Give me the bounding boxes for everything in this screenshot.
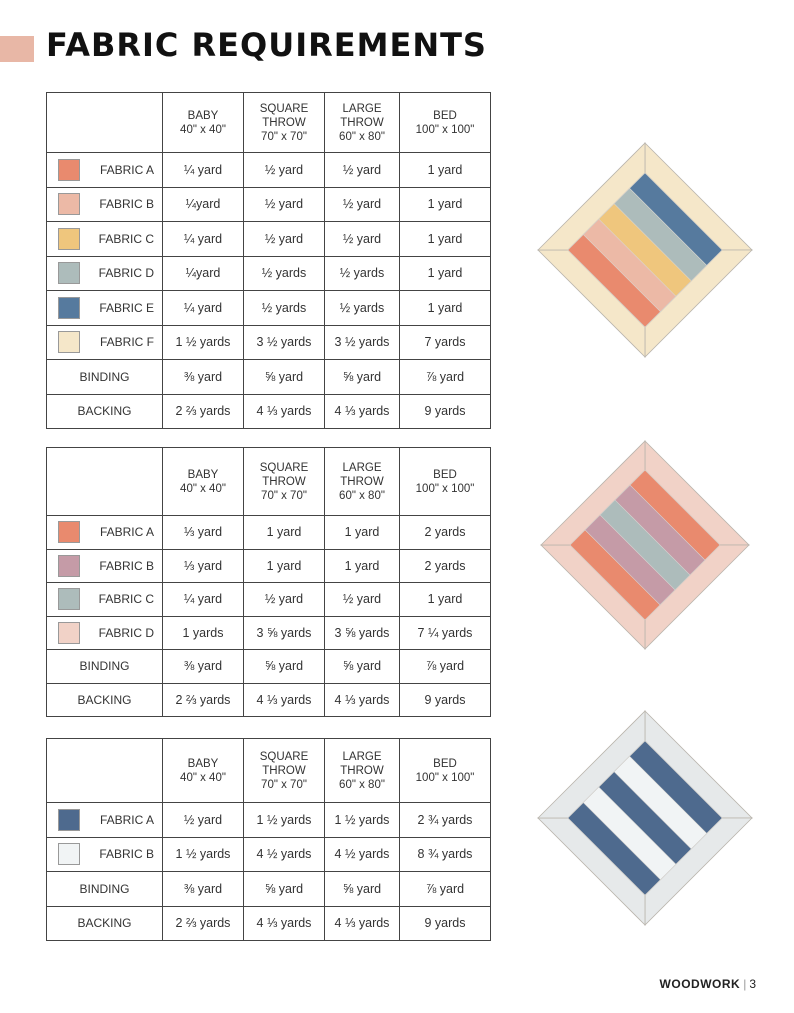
yardage-cell: ¼yard [163,187,244,222]
fabric-row [47,153,491,188]
yardage-cell: ½ yards [244,291,325,326]
yardage-cell: 4 ½ yards [244,837,325,872]
yardage-cell: ⅜ yard [163,872,244,907]
yardage-cell: 2 ⅔ yards [163,906,244,941]
fabric-row [47,549,491,583]
yardage-cell: ⅝ yard [325,872,400,907]
size-header [244,739,325,803]
fabric-label-cell [47,153,163,188]
size-header-line: 70" x 70" [261,778,307,791]
yardage-cell: 3 ⅝ yards [325,616,400,650]
yardage-cell: 4 ½ yards [325,837,400,872]
fabric-row [47,291,491,326]
fabric-label-cell [47,837,163,872]
corner-cell [47,448,163,516]
size-header [325,93,400,153]
size-header-line: BED [433,109,457,122]
yardage-cell: 1 yard [244,549,325,583]
fabric-name: FABRIC A [99,162,154,177]
yardage-cell: 3 ½ yards [244,325,325,360]
yardage-cell: ½ yard [325,583,400,617]
yardage-cell: ½ yards [244,256,325,291]
fabric-name: FABRIC C [98,592,154,607]
title-accent-bar [0,36,34,62]
size-header-line: 70" x 70" [261,489,307,502]
extra-label: BINDING [47,872,163,907]
fabric-name: FABRIC B [99,197,154,212]
fabric-table-1 [46,92,491,429]
size-header-line: 70" x 70" [261,130,307,143]
size-header-line: THROW [262,475,306,488]
size-header-line: BABY [187,757,219,770]
extra-row [47,906,491,941]
size-header-line: LARGE [342,102,382,115]
yardage-cell: 2 yards [400,549,491,583]
yardage-cell: 1 ½ yards [325,803,400,838]
extra-label: BACKING [47,683,163,717]
size-header-line: SQUARE [259,102,309,115]
fabric-label-cell [47,222,163,257]
size-header-line: 40" x 40" [180,123,226,136]
yardage-cell: ½ yards [325,291,400,326]
yardage-cell: 1 yard [325,516,400,550]
size-header-line: SQUARE [259,461,309,474]
yardage-cell: ⅓ yard [163,516,244,550]
fabric-swatch [58,262,80,284]
size-header-line: LARGE [342,750,382,763]
fabric-swatch [58,622,80,644]
yardage-cell: ⅓ yard [163,549,244,583]
yardage-cell: 4 ⅓ yards [325,906,400,941]
fabric-label-cell [47,187,163,222]
yardage-cell: 1 yard [400,256,491,291]
yardage-cell: ⅞ yard [400,650,491,684]
yardage-cell: 1 ½ yards [244,803,325,838]
corner-cell [47,93,163,153]
fabric-row [47,325,491,360]
size-header-line: 100" x 100" [415,771,475,784]
yardage-cell: 4 ⅓ yards [244,683,325,717]
yardage-cell: 1 yard [400,222,491,257]
size-header [163,448,244,516]
header-row [47,448,491,516]
yardage-cell: ¼ yard [163,291,244,326]
size-header-line: THROW [340,764,384,777]
fabric-name: FABRIC F [99,335,154,350]
fabric-swatch [58,228,80,250]
fabric-name: FABRIC A [99,812,154,827]
size-header-line: BABY [187,468,219,481]
fabric-name: FABRIC D [98,266,154,281]
yardage-cell: ⅝ yard [325,360,400,395]
yardage-cell: 9 yards [400,394,491,429]
yardage-cell: ½ yard [244,153,325,188]
yardage-cell: 2 yards [400,516,491,550]
size-header-line: 40" x 40" [180,482,226,495]
yardage-cell: 1 yard [400,291,491,326]
yardage-cell: 1 yard [400,583,491,617]
size-header-line: 100" x 100" [415,123,475,136]
yardage-cell: ½ yard [163,803,244,838]
extra-row [47,872,491,907]
yardage-cell: 8 ¾ yards [400,837,491,872]
extra-row [47,683,491,717]
yardage-cell: 7 ¼ yards [400,616,491,650]
yardage-cell: ¼ yard [163,583,244,617]
fabric-row [47,256,491,291]
fabric-swatch [58,555,80,577]
fabric-swatch [58,588,80,610]
fabric-name: FABRIC C [98,231,154,246]
fabric-name: FABRIC D [98,625,154,640]
fabric-row [47,583,491,617]
yardage-cell: 1 ½ yards [163,325,244,360]
yardage-cell: 1 yard [400,153,491,188]
fabric-name: FABRIC B [99,558,154,573]
fabric-label-cell [47,516,163,550]
size-header-line: 60" x 80" [339,489,385,502]
yardage-cell: 9 yards [400,683,491,717]
yardage-cell: 2 ⅔ yards [163,683,244,717]
footer-separator: | [743,977,747,991]
yardage-cell: 3 ½ yards [325,325,400,360]
yardage-cell: 3 ⅝ yards [244,616,325,650]
yardage-cell: ½ yard [325,153,400,188]
fabric-swatch [58,331,80,353]
corner-cell [47,739,163,803]
fabric-row [47,803,491,838]
quilt-diagram-1 [536,141,754,359]
size-header-line: 100" x 100" [415,482,475,495]
yardage-cell: ⅝ yard [244,360,325,395]
yardage-cell: ½ yard [244,187,325,222]
size-header-line: THROW [262,116,306,129]
size-header [163,93,244,153]
size-header-line: THROW [340,475,384,488]
fabric-row [47,222,491,257]
fabric-swatch [58,843,80,865]
size-header [244,93,325,153]
fabric-swatch [58,159,80,181]
yardage-cell: 1 yard [325,549,400,583]
yardage-cell: 4 ⅓ yards [325,394,400,429]
size-header [163,739,244,803]
size-header [325,448,400,516]
extra-label: BACKING [47,394,163,429]
extra-label: BINDING [47,650,163,684]
fabric-swatch [58,193,80,215]
size-header-line: 60" x 80" [339,130,385,143]
size-header-line: BABY [187,109,219,122]
yardage-cell: ⅜ yard [163,360,244,395]
fabric-swatch [58,297,80,319]
fabric-swatch [58,521,80,543]
page-title: FABRIC REQUIREMENTS [46,26,487,64]
fabric-row [47,187,491,222]
yardage-cell: ½ yard [244,583,325,617]
size-header [400,739,491,803]
yardage-cell: ⅝ yard [244,872,325,907]
size-header-line: BED [433,757,457,770]
quilt-diagram-3 [536,709,754,927]
yardage-cell: ¼yard [163,256,244,291]
yardage-cell: 4 ⅓ yards [325,683,400,717]
yardage-cell: ½ yard [325,222,400,257]
extra-row [47,360,491,395]
yardage-cell: 2 ⅔ yards [163,394,244,429]
yardage-cell: ⅝ yard [244,650,325,684]
header-row [47,93,491,153]
yardage-cell: 7 yards [400,325,491,360]
size-header [325,739,400,803]
yardage-cell: ¼ yard [163,153,244,188]
quilt-diagram-2 [539,439,751,651]
size-header-line: THROW [262,764,306,777]
yardage-cell: ½ yard [244,222,325,257]
yardage-cell: ⅜ yard [163,650,244,684]
yardage-cell: ⅝ yard [325,650,400,684]
yardage-cell: 1 yard [244,516,325,550]
fabric-label-cell [47,549,163,583]
yardage-cell: ½ yards [325,256,400,291]
extra-row [47,650,491,684]
page-number: 3 [749,977,756,991]
size-header-line: THROW [340,116,384,129]
size-header-line: SQUARE [259,750,309,763]
fabric-label-cell [47,803,163,838]
yardage-cell: 4 ⅓ yards [244,906,325,941]
fabric-table-3 [46,738,491,941]
header-row [47,739,491,803]
size-header [400,93,491,153]
yardage-cell: 4 ⅓ yards [244,394,325,429]
footer-brand: WOODWORK [659,977,741,991]
yardage-cell: ⅞ yard [400,360,491,395]
yardage-cell: 1 yard [400,187,491,222]
fabric-row [47,516,491,550]
size-header [400,448,491,516]
fabric-name: FABRIC A [99,525,154,540]
fabric-label-cell [47,325,163,360]
yardage-cell: 9 yards [400,906,491,941]
fabric-name: FABRIC E [99,300,154,315]
yardage-cell: ½ yard [325,187,400,222]
yardage-cell: 1 ½ yards [163,837,244,872]
fabric-row [47,616,491,650]
size-header-line: 40" x 40" [180,771,226,784]
fabric-label-cell [47,291,163,326]
fabric-label-cell [47,256,163,291]
size-header [244,448,325,516]
fabric-label-cell [47,616,163,650]
size-header-line: 60" x 80" [339,778,385,791]
extra-label: BINDING [47,360,163,395]
fabric-swatch [58,809,80,831]
yardage-cell: ¼ yard [163,222,244,257]
yardage-cell: 2 ¾ yards [400,803,491,838]
fabric-label-cell [47,583,163,617]
extra-label: BACKING [47,906,163,941]
fabric-name: FABRIC B [99,847,154,862]
fabric-row [47,837,491,872]
yardage-cell: ⅞ yard [400,872,491,907]
extra-row [47,394,491,429]
size-header-line: LARGE [342,461,382,474]
page-footer [660,977,756,991]
fabric-table-2 [46,447,491,717]
yardage-cell: 1 yards [163,616,244,650]
size-header-line: BED [433,468,457,481]
